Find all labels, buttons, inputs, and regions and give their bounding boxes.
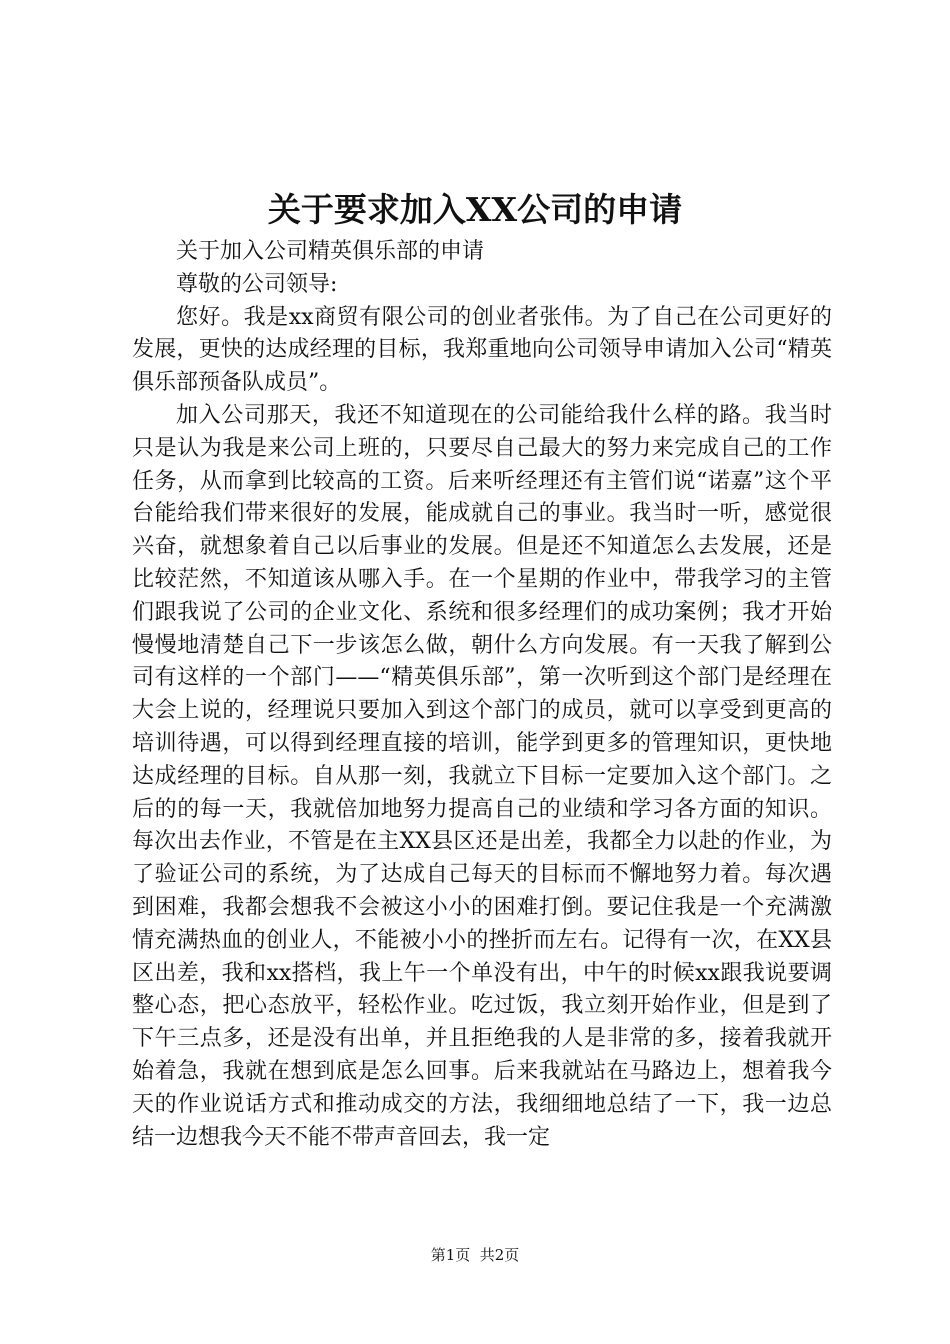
document-body (132, 236, 832, 1154)
document-title: 关于要求加入XX公司的申请 (267, 190, 683, 229)
paragraph-salutation: 尊敬的公司领导: (176, 271, 338, 297)
page-footer: 第1页 共2页 (430, 1246, 520, 1264)
paragraph-subject: 关于加入公司精英俱乐部的申请 (176, 239, 485, 264)
paragraph-intro: 您好。我是xx商贸有限公司的创业者张伟。为了自己在公司更好的发展，更快的达成经理的目标，我郑重地向公司领导申请加入公司“精英俱乐部预备队成员”。 (132, 304, 832, 396)
paragraph-story: 加入公司那天，我还不知道现在的公司能给我什么样的路。我当时只是认为我是来公司上班的，只要尽自己最大的努力来完成自己的工作任务，从而拿到比较高的工资。后来听经理还有主管们说“诺嘉”这个平台能给我们带来很好的发展，能成就自己的事业。我当时一听，感觉很兴奋，就想象着自己以后事业的发展。但是还不知道怎么去发展，还是比较茫然，不知道该从哪入手。在一个星期的作业中，带我学习的主管们跟我说了公司的企业文化、系统和很多经理们的成功案例；我才开始慢慢地清楚自己下一步该怎么做，朝什么方向发展。有一天我了解到公司有这样的一个部门——“精英俱乐部”，第一次听到这个部门是经理在大会上说的，经理说只要加入到这个部门的成员，就可以享受到更高的培训待遇，可以得到经理直接的培训，能学到更多的管理知识，更快地达成经理的目标。自从那一刻，我就立下目标一定要加入这个部门。之后的的每一天，我就倍加地努力提高自己的业绩和学习各方面的知识。每次出去作业，不管是在主XX县区还是出差，我都全力以赴的作业，为了验证公司的系统，为了达成自己每天的目标而不懈地努力着。每次遇到困难，我都会想我不会被这小小的困难打倒。要记住我是一个充满激情充满热血的创业人，不能被小小的挫折而左右。记得有一次，在XX县区出差，我和xx搭档，我上午一个单没有出，中午的时候xx跟我说要调整心态，把心态放平，轻松作业。吃过饭，我立刻开始作业，但是到了下午三点多，还是没有出单，并且拒绝我的人是非常的多，接着我就开始着急，我就在想到底是怎么回事。后来我就站在马路边上，想着我今天的作业说话方式和推动成交的方法，我细细地总结了一下，我一边总结一边想我今天不能不带声音回去，我一定 (132, 402, 832, 1150)
